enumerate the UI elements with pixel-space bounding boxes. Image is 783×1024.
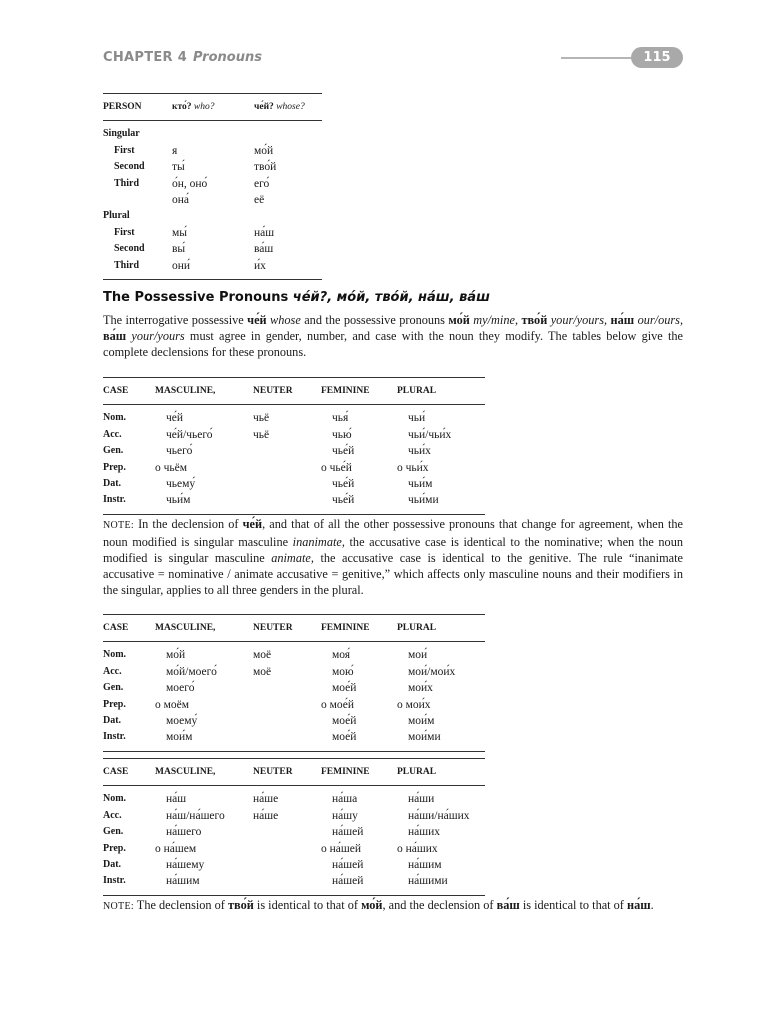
whose-cell: и́х [254,258,322,280]
whose-cell: тво́й [254,161,277,174]
case-cell: Instr. [103,873,155,895]
table-row [103,258,322,280]
table-row [103,680,485,696]
col-header: NEUTER [253,615,321,642]
person-cell: Plural [103,210,130,222]
fem-cell: на́шей [321,873,397,895]
pl-cell: чьи́м [408,478,433,491]
fem-cell: моя́ [332,649,351,662]
masc-cell: моему́ [166,715,198,728]
case-cell: Nom. [103,793,127,805]
fem-cell: чье́й [332,478,355,491]
table-row [103,476,485,492]
case-cell: Dat. [103,478,122,490]
table-row [103,143,322,159]
masc-cell: мои́м [155,729,253,751]
person-cell: Third [103,258,172,280]
fem-cell: на́ша [332,793,358,806]
person-cell [103,192,172,208]
neut-cell [253,443,321,459]
fem-cell: на́шей [332,859,364,872]
neut-cell [253,713,321,729]
table-row [103,664,485,680]
pl-cell: мои́ми [397,729,485,751]
fem-cell: о на́шей [321,842,361,855]
whose-cell: его́ [254,177,270,190]
table-row [103,873,485,895]
pl-cell: на́ши/на́ших [408,809,470,822]
pl-cell: на́шим [408,859,442,872]
masc-cell: на́шим [155,873,253,895]
table-row [103,225,322,241]
declension-table-chei [103,377,485,515]
section-heading: The Possessive Pronouns че́й?, мо́й, тво́й, на́ш, ва́ш [103,290,490,305]
fem-cell: мою́ [332,665,354,678]
who-cell: она́ [172,194,190,207]
who-whose-table [103,93,322,280]
masc-cell: чьи́м [155,492,253,514]
intro-paragraph: The interrogative possessive че́й whose and the possessive pronouns мо́й my/mine, тво́й your/yours, на́ш our/ours, ва́ш your/yours must agree in gender, number, and case with the noun they modify. The tables below give the complete declensions for these pronouns. [103,313,684,359]
table-row [103,427,485,443]
col-header: CASE [103,759,155,786]
header-rule [561,57,641,59]
neut-cell: моё [253,665,272,678]
whose-cell: ва́ш [254,243,274,256]
masc-cell: о на́шем [155,842,197,855]
note-animacy: NOTE: In the declension of че́й, and that of all the other possessive pronouns that change for agreement, when the noun modified is singular masculine inanimate, the accusative case is identical to the nominative; when the noun modified is singular masculine animate, the accusative case is identical to the genitive. The rule “inanimate accusative = nominative / animate accusative = genitive,” which affects only masculine nouns and their modifiers in the singular, applies to all three genders in the plural. [103,517,684,597]
table-row [103,841,485,857]
neut-cell [253,460,321,476]
note-label: NOTE: [103,520,134,531]
person-cell: Second [114,243,145,255]
col-header: NEUTER [253,378,321,405]
col-header: PLURAL [397,378,485,405]
table-row [103,460,485,476]
col-header: MASCULINE, [155,378,253,405]
neut-cell [253,873,321,895]
fem-cell: мое́й [332,715,357,728]
masc-cell: мо́й/моего́ [166,665,217,678]
neut-cell [253,824,321,840]
table-row [103,241,322,257]
whose-cell: её [254,194,265,207]
who-cell: о́н, оно́ [172,177,208,190]
neut-cell: на́ше [253,793,279,806]
neut-cell: чьё [253,428,270,441]
who-cell: ты́ [172,161,185,174]
who-cell [172,208,254,224]
masc-cell: на́ш [166,793,187,806]
col-header: PLURAL [397,759,485,786]
whose-cell: мо́й [254,144,274,157]
col-header: CASE [103,378,155,405]
masc-cell: че́й [166,412,184,425]
col-person: PERSON [103,94,172,121]
pl-cell: чьи́ [408,412,426,425]
case-cell: Acc. [103,428,122,440]
masc-cell: моего́ [166,682,195,695]
pl-cell: о мои́х [397,698,431,711]
masc-cell: на́шему [166,859,205,872]
case-cell: Dat. [103,859,122,871]
neut-cell [253,857,321,873]
table-row [103,729,485,751]
col-header: PLURAL [397,615,485,642]
table-header [103,94,322,121]
fem-cell: на́шей [332,826,364,839]
pl-cell: мои́м [408,715,435,728]
pl-cell: о чьи́х [397,461,429,474]
note-label: NOTE: [103,901,134,912]
fem-cell: чье́й [321,492,397,514]
case-cell: Acc. [103,665,122,677]
col-header: MASCULINE, [155,759,253,786]
group-row [103,121,322,143]
table-row [103,824,485,840]
table-header [103,759,485,786]
fem-cell: чье́й [332,445,355,458]
fem-cell: мое́й [332,682,357,695]
case-cell: Gen. [103,826,124,838]
col-header: FEMININE [321,378,397,405]
whose-cell: на́ш [254,226,275,239]
case-cell: Dat. [103,715,122,727]
chapter-title: Pronouns [193,50,262,65]
note-tvoi-vash: NOTE: The declension of тво́й is identical to that of мо́й, and the declension of ва́ш is identical to that of на́ш. [103,898,654,912]
table-row [103,642,485,664]
case-cell: Nom. [103,649,127,661]
person-cell: Second [114,161,145,173]
col-header: NEUTER [253,759,321,786]
pl-cell: мои́/мои́х [408,665,456,678]
declension-table-nash [103,758,485,896]
pl-cell: чьи́ми [397,492,485,514]
table-row [103,808,485,824]
page-number: 115 [631,47,683,68]
masc-cell: чьему́ [166,478,196,491]
case-cell: Instr. [103,729,155,751]
neut-cell [253,492,321,514]
neut-cell [253,697,321,713]
running-header [103,47,683,69]
who-cell: я [172,144,178,157]
case-cell: Acc. [103,809,122,821]
person-cell: First [114,226,135,238]
case-cell: Instr. [103,492,155,514]
pl-cell: на́ши [408,793,435,806]
col-header: CASE [103,615,155,642]
fem-cell: мое́й [321,729,397,751]
fem-cell: о мое́й [321,698,355,711]
table-row [103,697,485,713]
neut-cell [253,729,321,751]
neut-cell [253,841,321,857]
case-cell: Prep. [103,698,126,710]
masc-cell: мо́й [166,649,186,662]
table-row [103,857,485,873]
case-cell: Prep. [103,842,126,854]
pl-cell: чьи́/чьи́х [408,428,452,441]
table-row [103,443,485,459]
table-row [103,192,322,208]
masc-cell: че́й/чьего́ [166,428,213,441]
masc-cell: на́ш/на́шего [166,809,225,822]
case-cell: Nom. [103,412,127,424]
pl-cell: чьи́х [408,445,431,458]
fem-cell: на́шу [332,809,358,822]
table-row [103,492,485,514]
person-cell: Singular [103,128,140,140]
table-header [103,615,485,642]
table-row [103,176,322,192]
fem-cell: о чье́й [321,461,352,474]
pl-cell: мои́х [408,682,433,695]
case-cell: Gen. [103,682,124,694]
case-cell: Gen. [103,445,124,457]
person-cell: First [114,144,135,156]
whose-cell [254,121,322,143]
neut-cell [253,680,321,696]
pl-cell: на́ших [408,826,441,839]
neut-cell: чьё [253,412,270,425]
masc-cell: о моём [155,698,190,711]
who-cell: вы́ [172,243,186,256]
whose-cell [254,208,322,224]
neut-cell [253,476,321,492]
table-header [103,378,485,405]
who-cell: мы́ [172,226,188,239]
table-row [103,786,485,808]
who-cell: они́ [172,258,254,280]
neut-cell: моё [253,649,272,662]
declension-table-moi [103,614,485,752]
col-header: FEMININE [321,759,397,786]
fem-cell: чью́ [332,428,352,441]
masc-cell: о чьём [155,461,188,474]
table-row [103,159,322,175]
masc-cell: чьего́ [166,445,193,458]
pl-cell: на́шими [397,873,485,895]
pl-cell: мои́ [408,649,428,662]
col-header: FEMININE [321,615,397,642]
col-header: MASCULINE, [155,615,253,642]
case-cell: Prep. [103,461,126,473]
pl-cell: о на́ших [397,842,438,855]
table-row [103,713,485,729]
col-whose: че́й? whose? [254,94,322,121]
who-cell [172,121,254,143]
col-who: кто́? who? [172,94,254,121]
group-row [103,208,322,224]
neut-cell: на́ше [253,809,279,822]
masc-cell: на́шего [166,826,202,839]
fem-cell: чья́ [332,412,349,425]
table-row [103,405,485,427]
chapter-label: CHAPTER 4 Pronouns [103,50,262,65]
person-cell: Third [114,177,140,189]
